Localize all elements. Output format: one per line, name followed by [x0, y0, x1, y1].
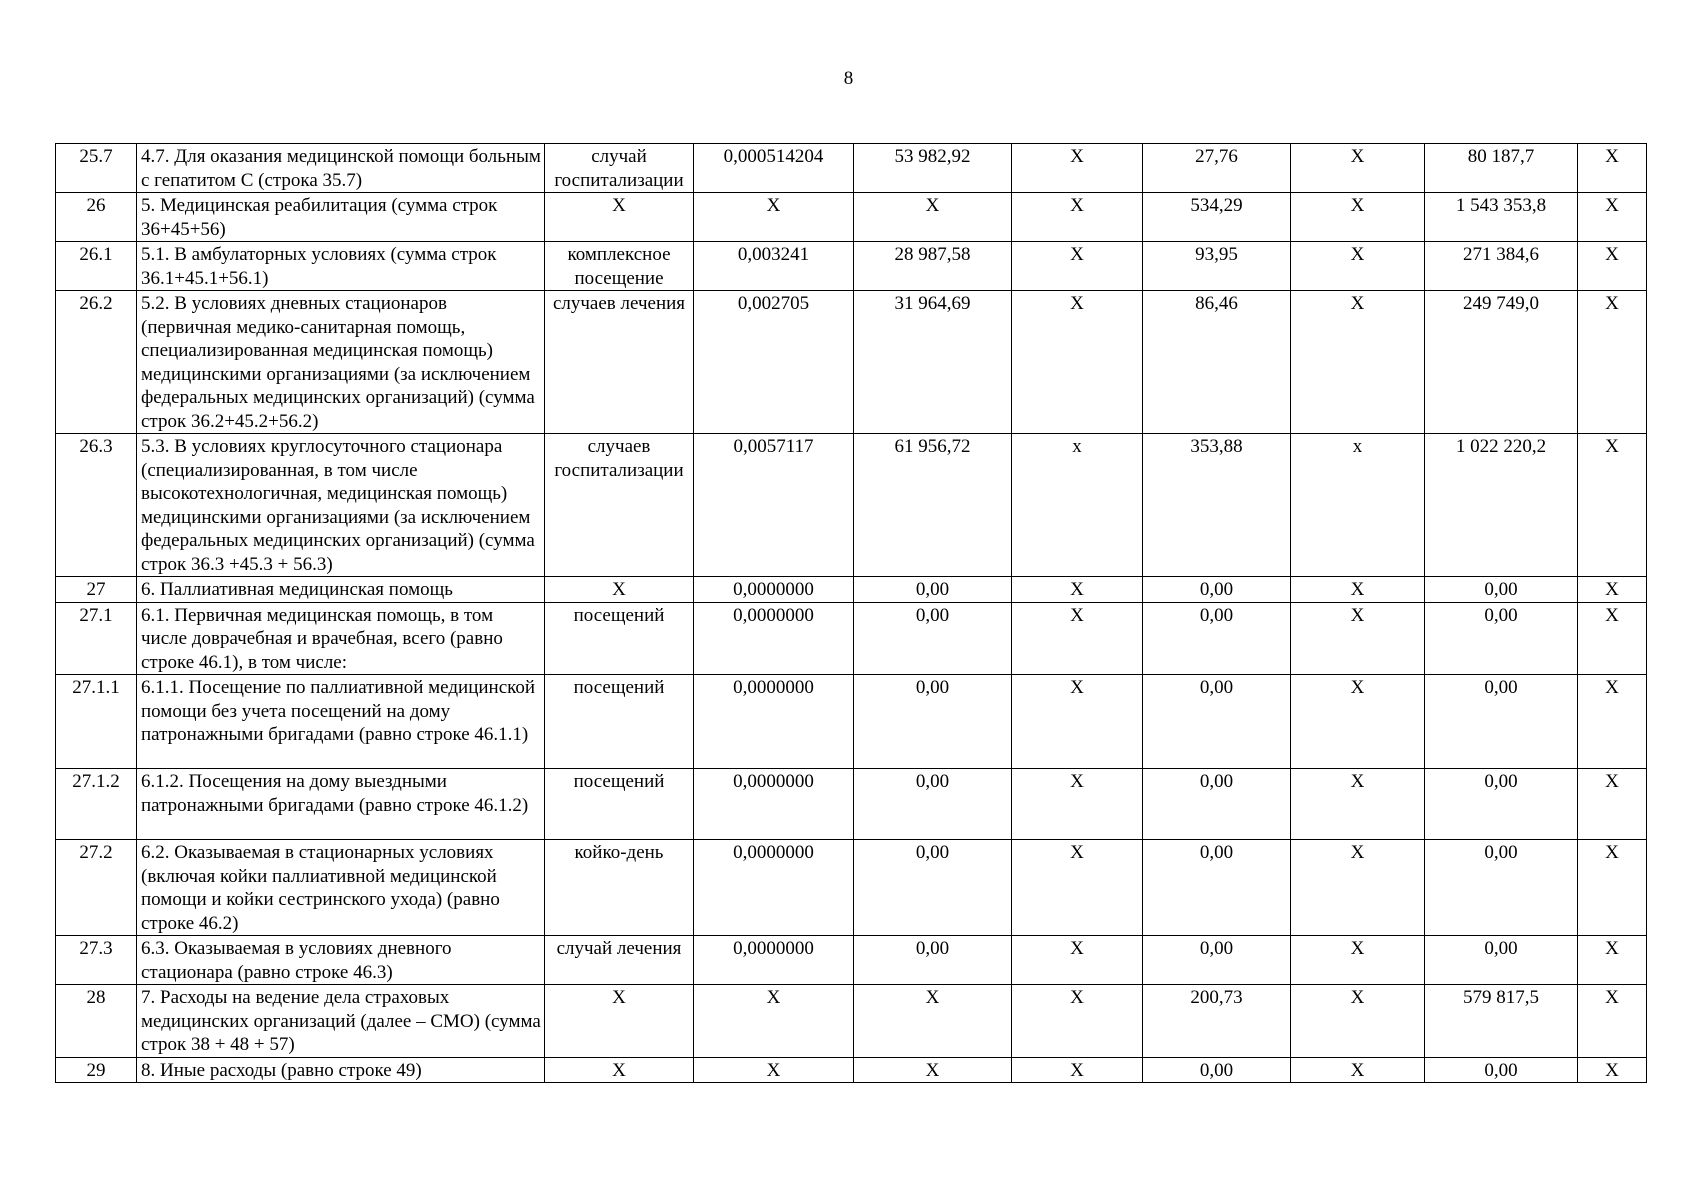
row-col-5: X	[1012, 985, 1143, 1058]
row-name: 5.2. В условиях дневных стационаров (первичная медико-санитарная помощь, специализированная медицинская помощь) медицинскими организациями (за исключением федеральных медицинских организаций) (сумма строк 36.2+45.2+56.2)	[137, 291, 545, 434]
row-col-5: X	[1012, 193, 1143, 242]
row-col-4: 0,00	[854, 675, 1012, 769]
row-col-4: 0,00	[854, 936, 1012, 985]
row-col-3: 0,003241	[694, 242, 854, 291]
row-col-3: 0,0000000	[694, 577, 854, 603]
row-unit: случай госпитализации	[545, 144, 694, 193]
row-name: 6.2. Оказываемая в стационарных условиях (включая койки паллиативной медицинской помощи и койки сестринского ухода) (равно строке 46.2)	[137, 840, 545, 936]
row-col-4: 61 956,72	[854, 434, 1012, 577]
table-row	[56, 577, 1647, 603]
row-col-6: 353,88	[1143, 434, 1291, 577]
row-col-8: 0,00	[1425, 577, 1578, 603]
row-name: 6.3. Оказываемая в условиях дневного стационара (равно строке 46.3)	[137, 936, 545, 985]
row-col-4: X	[854, 193, 1012, 242]
row-unit: случаев лечения	[545, 291, 694, 434]
row-col-6: 93,95	[1143, 242, 1291, 291]
row-col-3: 0,0000000	[694, 936, 854, 985]
row-col-7: X	[1291, 840, 1425, 936]
row-number: 27.1.2	[56, 769, 137, 840]
row-name: 5. Медицинская реабилитация (сумма строк 36+45+56)	[137, 193, 545, 242]
row-number: 27.3	[56, 936, 137, 985]
row-col-7: X	[1291, 936, 1425, 985]
row-col-6: 86,46	[1143, 291, 1291, 434]
row-col-4: X	[854, 1057, 1012, 1083]
row-col-7: X	[1291, 291, 1425, 434]
row-col-3: 0,0057117	[694, 434, 854, 577]
row-col-6: 534,29	[1143, 193, 1291, 242]
row-number: 28	[56, 985, 137, 1058]
row-number: 26.1	[56, 242, 137, 291]
row-col-5: X	[1012, 291, 1143, 434]
row-col-7: x	[1291, 434, 1425, 577]
row-number: 25.7	[56, 144, 137, 193]
row-col-5: X	[1012, 675, 1143, 769]
row-col-7: X	[1291, 193, 1425, 242]
row-col-4: 28 987,58	[854, 242, 1012, 291]
row-name: 4.7. Для оказания медицинской помощи больным с гепатитом С (строка 35.7)	[137, 144, 545, 193]
row-col-9: X	[1578, 985, 1647, 1058]
row-col-5: X	[1012, 769, 1143, 840]
table-row	[56, 985, 1647, 1058]
row-col-3: 0,0000000	[694, 769, 854, 840]
row-name: 6.1.1. Посещение по паллиативной медицинской помощи без учета посещений на дому патронажными бригадами (равно строке 46.1.1)	[137, 675, 545, 769]
row-unit: посещений	[545, 602, 694, 675]
row-col-7: X	[1291, 675, 1425, 769]
row-unit: X	[545, 985, 694, 1058]
row-col-5: x	[1012, 434, 1143, 577]
row-col-9: X	[1578, 291, 1647, 434]
row-name: 5.1. В амбулаторных условиях (сумма строк 36.1+45.1+56.1)	[137, 242, 545, 291]
row-col-9: X	[1578, 769, 1647, 840]
table-row	[56, 936, 1647, 985]
row-col-4: 0,00	[854, 769, 1012, 840]
row-unit: X	[545, 1057, 694, 1083]
row-col-8: 249 749,0	[1425, 291, 1578, 434]
row-col-7: X	[1291, 577, 1425, 603]
row-col-8: 0,00	[1425, 840, 1578, 936]
row-col-3: X	[694, 1057, 854, 1083]
row-col-5: X	[1012, 1057, 1143, 1083]
financing-table	[55, 143, 1647, 1083]
row-col-8: 0,00	[1425, 769, 1578, 840]
row-unit: комплексное посещение	[545, 242, 694, 291]
row-col-7: X	[1291, 985, 1425, 1058]
row-col-8: 271 384,6	[1425, 242, 1578, 291]
table-row	[56, 602, 1647, 675]
row-name: 6. Паллиативная медицинская помощь	[137, 577, 545, 603]
row-col-6: 27,76	[1143, 144, 1291, 193]
row-col-9: X	[1578, 675, 1647, 769]
row-col-7: X	[1291, 769, 1425, 840]
row-col-8: 0,00	[1425, 1057, 1578, 1083]
row-col-6: 0,00	[1143, 602, 1291, 675]
row-col-7: X	[1291, 242, 1425, 291]
row-col-9: X	[1578, 434, 1647, 577]
row-col-4: 0,00	[854, 602, 1012, 675]
row-col-3: 0,002705	[694, 291, 854, 434]
row-number: 27	[56, 577, 137, 603]
row-col-3: X	[694, 985, 854, 1058]
row-col-9: X	[1578, 936, 1647, 985]
row-name: 8. Иные расходы (равно строке 49)	[137, 1057, 545, 1083]
row-col-9: X	[1578, 193, 1647, 242]
row-unit: посещений	[545, 769, 694, 840]
row-col-3: 0,000514204	[694, 144, 854, 193]
row-number: 26.3	[56, 434, 137, 577]
row-col-6: 0,00	[1143, 840, 1291, 936]
row-col-3: 0,0000000	[694, 840, 854, 936]
row-number: 26	[56, 193, 137, 242]
row-col-6: 0,00	[1143, 936, 1291, 985]
table-row	[56, 242, 1647, 291]
row-number: 29	[56, 1057, 137, 1083]
row-unit: посещений	[545, 675, 694, 769]
row-col-6: 0,00	[1143, 769, 1291, 840]
table-row	[56, 434, 1647, 577]
row-unit: койко-день	[545, 840, 694, 936]
row-col-6: 200,73	[1143, 985, 1291, 1058]
row-name: 7. Расходы на ведение дела страховых медицинских организаций (далее – СМО) (сумма строк 38 + 48 + 57)	[137, 985, 545, 1058]
page-number: 8	[843, 68, 854, 89]
row-col-3: 0,0000000	[694, 675, 854, 769]
row-col-4: 0,00	[854, 840, 1012, 936]
table-row	[56, 144, 1647, 193]
row-col-3: 0,0000000	[694, 602, 854, 675]
row-col-4: X	[854, 985, 1012, 1058]
row-col-3: X	[694, 193, 854, 242]
row-col-9: X	[1578, 577, 1647, 603]
row-col-8: 579 817,5	[1425, 985, 1578, 1058]
row-col-9: X	[1578, 840, 1647, 936]
table-row	[56, 769, 1647, 840]
row-col-9: X	[1578, 144, 1647, 193]
row-col-8: 0,00	[1425, 602, 1578, 675]
row-col-8: 80 187,7	[1425, 144, 1578, 193]
row-number: 27.1.1	[56, 675, 137, 769]
row-col-8: 0,00	[1425, 675, 1578, 769]
row-col-7: X	[1291, 1057, 1425, 1083]
row-col-5: X	[1012, 144, 1143, 193]
row-col-7: X	[1291, 144, 1425, 193]
row-unit: случаев госпитализации	[545, 434, 694, 577]
row-col-5: X	[1012, 602, 1143, 675]
table-row	[56, 1057, 1647, 1083]
row-name: 6.1.2. Посещения на дому выездными патронажными бригадами (равно строке 46.1.2)	[137, 769, 545, 840]
row-name: 5.3. В условиях круглосуточного стационара (специализированная, в том числе высокотехнологичная, медицинская помощь) медицинскими организациями (за исключением федеральных медицинских организаций) (сумма строк 36.3 +45.3 + 56.3)	[137, 434, 545, 577]
row-col-5: X	[1012, 936, 1143, 985]
table-body	[56, 144, 1647, 1083]
row-col-6: 0,00	[1143, 1057, 1291, 1083]
row-col-5: X	[1012, 840, 1143, 936]
row-col-8: 1 022 220,2	[1425, 434, 1578, 577]
table-row	[56, 291, 1647, 434]
row-unit: случай лечения	[545, 936, 694, 985]
row-col-9: X	[1578, 242, 1647, 291]
table-row	[56, 193, 1647, 242]
row-col-5: X	[1012, 577, 1143, 603]
table-row	[56, 675, 1647, 769]
row-col-8: 0,00	[1425, 936, 1578, 985]
row-col-4: 0,00	[854, 577, 1012, 603]
row-col-4: 53 982,92	[854, 144, 1012, 193]
row-col-7: X	[1291, 602, 1425, 675]
row-col-5: X	[1012, 242, 1143, 291]
row-col-9: X	[1578, 1057, 1647, 1083]
row-number: 27.2	[56, 840, 137, 936]
row-col-6: 0,00	[1143, 675, 1291, 769]
row-col-4: 31 964,69	[854, 291, 1012, 434]
table-row	[56, 840, 1647, 936]
row-name: 6.1. Первичная медицинская помощь, в том числе доврачебная и врачебная, всего (равно строке 46.1), в том числе:	[137, 602, 545, 675]
row-col-8: 1 543 353,8	[1425, 193, 1578, 242]
row-col-9: X	[1578, 602, 1647, 675]
row-number: 26.2	[56, 291, 137, 434]
row-col-6: 0,00	[1143, 577, 1291, 603]
row-unit: X	[545, 193, 694, 242]
row-unit: X	[545, 577, 694, 603]
row-number: 27.1	[56, 602, 137, 675]
